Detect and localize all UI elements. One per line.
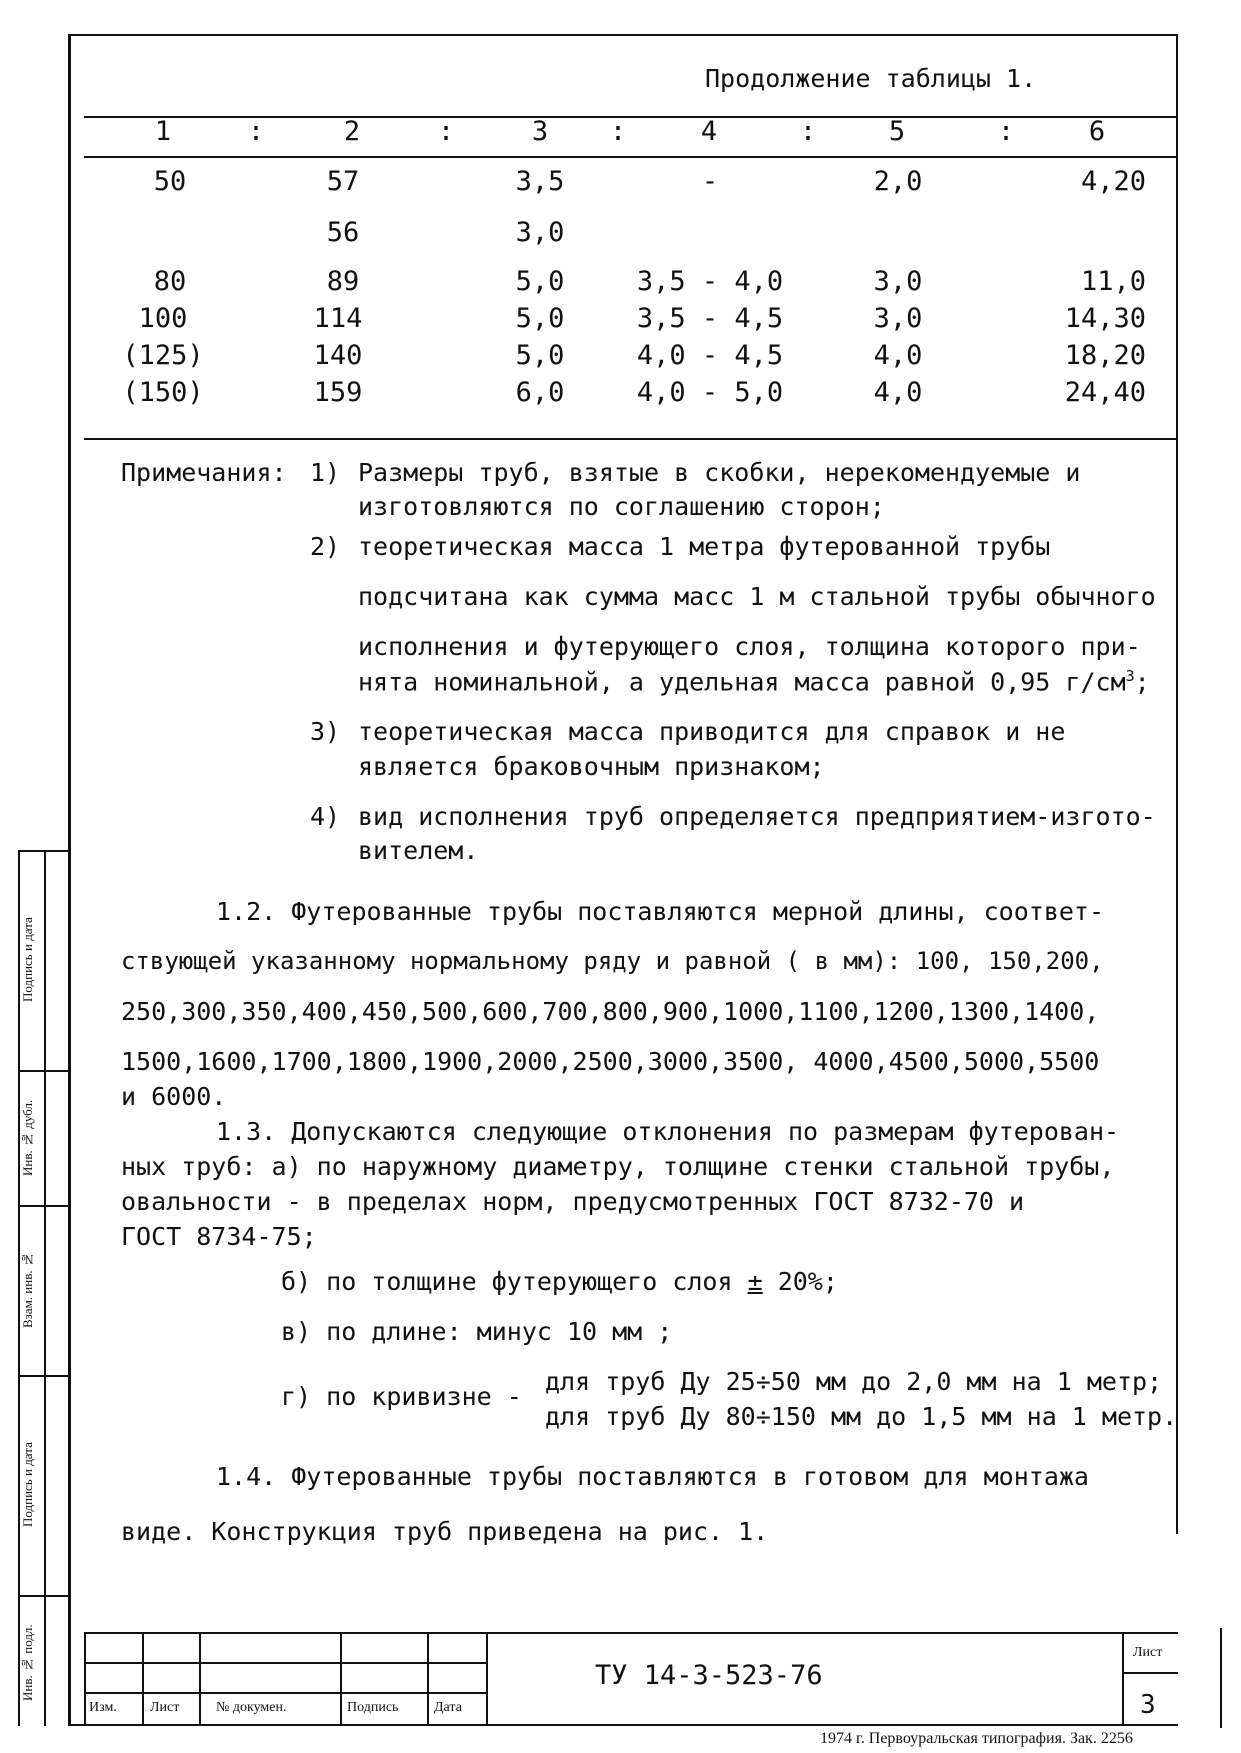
note-number: 2) [310,532,341,561]
deviation-b-value: 20%; [762,1267,838,1296]
deviation-g-line: для труб Ду 25÷50 мм до 2,0 мм на 1 метр; [545,1367,1163,1396]
table-cell: 4,20 [1080,166,1146,197]
paragraph-line: и 6000. [121,1082,227,1111]
deviation-v: в) по длине: минус 10 мм ; [281,1317,673,1346]
side-stamp-divider [18,850,68,852]
table-header-rule [84,156,1176,158]
table-cell: - [701,166,719,197]
table-cell: 6,0 [515,377,565,408]
stamp-col-label: Лист [150,1700,180,1715]
table-cell: 3,0 [873,266,923,297]
table-continuation-title: Продолжение таблицы 1. [705,64,1037,93]
paragraph-line: овальности - в пределах норм, предусмотренных ГОСТ 8732-70 и [121,1187,1025,1216]
note-line: изготовляются по соглашению сторон; [358,492,885,521]
table-header-cell: 6 [1088,116,1106,147]
paragraph-line: ствующей указанному нормальному ряду и равной ( в мм): 100, 150,200, [121,947,1104,975]
table-cell: 24,40 [1064,377,1146,408]
paragraph-line: 1500,1600,1700,1800,1900,2000,2500,3000,3500, 4000,4500,5000,5500 [121,1047,1100,1076]
table-header-cell: 2 [343,116,361,147]
table-header-separator: : [609,116,627,147]
paragraph-line: ных труб: а) по наружному диаметру, толщине стенки стальной трубы, [121,1152,1115,1181]
note-line: является браковочным признаком; [358,752,825,781]
deviation-b [281,1267,838,1296]
stamp-col-label: Дата [434,1700,462,1715]
frame-top-line [68,34,1176,36]
frame-right-line [1176,34,1178,1534]
sheet-label: Лист [1133,1645,1163,1660]
table-cell: 56 [326,217,360,248]
title-block-col-line [84,1632,86,1724]
paragraph-line: ГОСТ 8734-75; [121,1222,317,1251]
table-header-separator: : [997,116,1015,147]
table-header-cell: 5 [888,116,906,147]
margin-mark [1220,1628,1222,1728]
note-line: подсчитана как сумма масс 1 м стальной трубы обычного [358,582,1156,611]
table-cell: 114 [313,303,363,334]
table-cell: 159 [313,377,363,408]
table-cell: 4,0 [873,377,923,408]
table-header-cell: 4 [700,116,718,147]
stamp-col-label: Подпись [347,1700,399,1715]
side-label: Подпись и дата [20,917,35,1003]
table-cell: 3,5 [515,166,565,197]
table-cell: 5,0 [515,266,565,297]
paragraph-line: 1.3. Допускаются следующие отклонения по размерам футерован- [216,1117,1120,1146]
table-cell: 3,5 - 4,0 [636,266,784,297]
title-block-sheet-divider [1122,1672,1178,1674]
table-header-separator: : [437,116,455,147]
note-line: теоретическая масса 1 метра футерованной трубы [358,532,1051,561]
table-cell: 100 [138,303,188,334]
table-cell: 5,0 [515,303,565,334]
table-cell: 3,0 [515,217,565,248]
paragraph-line: 1.2. Футерованные трубы поставляются мерной длины, соответ- [216,897,1105,926]
paragraph-line: виде. Конструкция труб приведена на рис. 1. [121,1517,769,1546]
plus-minus-sign: ± [747,1267,763,1296]
table-cell: 4,0 - 5,0 [636,377,784,408]
note-line-text: нята номинальной, а удельная масса равной 0,95 г/см [358,667,1126,697]
table-cell: 4,0 - 4,5 [636,340,784,371]
table-header-separator: : [247,116,265,147]
note-line-end: ; [1134,667,1150,697]
note-line: Размеры труб, взятые в скобки, нерекомендуемые и [358,458,1081,487]
stamp-col-label: Изм. [89,1700,117,1715]
table-cell: (125) [122,340,204,371]
side-label: Инв. № дубл. [20,1099,35,1176]
table-cell: 11,0 [1080,266,1146,297]
deviation-b-text: б) по толщине футерующего слоя [281,1267,748,1296]
note-number: 1) [310,458,341,487]
table-bottom-rule [84,438,1176,440]
table-cell: 3,5 - 4,5 [636,303,784,334]
side-stamp-divider [18,1595,68,1597]
paragraph-line: 250,300,350,400,450,500,600,700,800,900,1000,1100,1200,1300,1400, [121,997,1100,1026]
side-label: Инв. № подл. [20,1624,35,1701]
table-cell: 50 [153,166,187,197]
frame-left-line [68,34,71,1726]
table-cell: 14,30 [1064,303,1146,334]
title-block-col-line [199,1632,201,1724]
printer-imprint: 1974 г. Первоуральская типография. Зак. 2256 [820,1730,1133,1747]
note-number: 3) [310,717,341,746]
table-header-cell: 3 [531,116,549,147]
note-number: 4) [310,802,341,831]
side-label: Взам. инв. № [20,1252,35,1328]
side-stamp-divider [18,1070,68,1072]
note-line: вителем. [358,836,479,865]
title-block-top-line [84,1632,1178,1634]
deviation-g-line: для труб Ду 80÷150 мм до 1,5 мм на 1 метр. [545,1402,1178,1431]
document-code: ТУ 14-3-523-76 [595,1660,823,1691]
side-stamp-divider [18,1375,68,1377]
table-header-separator: : [799,116,817,147]
note-line: исполнения и футерующего слоя, толщина которого при- [358,632,1141,661]
title-block-col-line [486,1632,488,1724]
frame-bottom-line [68,1724,1178,1726]
table-cell: 4,0 [873,340,923,371]
table-cell: 140 [313,340,363,371]
side-stamp-divider [18,1205,68,1207]
note-superscript: 3 [1125,667,1135,685]
title-block-row-line [84,1662,486,1664]
table-cell: 80 [153,266,187,297]
title-block-col-line [427,1632,429,1724]
table-cell: 57 [326,166,360,197]
table-cell: 5,0 [515,340,565,371]
table-cell: (150) [122,377,204,408]
table-cell: 18,20 [1064,340,1146,371]
title-block-row-line [84,1692,486,1694]
table-cell: 89 [326,266,360,297]
table-header-cell: 1 [154,116,172,147]
title-block-col-line [142,1632,144,1724]
title-block-sheet-line [1122,1632,1124,1724]
paragraph-line: 1.4. Футерованные трубы поставляются в готовом для монтажа [216,1462,1089,1491]
sheet-number: 3 [1140,1690,1156,1720]
note-line [358,667,1150,696]
deviation-g-lead: г) по кривизне - [281,1382,522,1411]
title-block-col-line [340,1632,342,1724]
table-cell: 2,0 [873,166,923,197]
table-cell: 3,0 [873,303,923,334]
notes-label: Примечания: [121,458,287,487]
note-line: вид исполнения труб определяется предприятием-изгото- [358,802,1156,831]
note-line: теоретическая масса приводится для справок и не [358,717,1066,746]
stamp-col-label: № докумен. [216,1700,287,1715]
side-label: Подпись и дата [20,1442,35,1528]
